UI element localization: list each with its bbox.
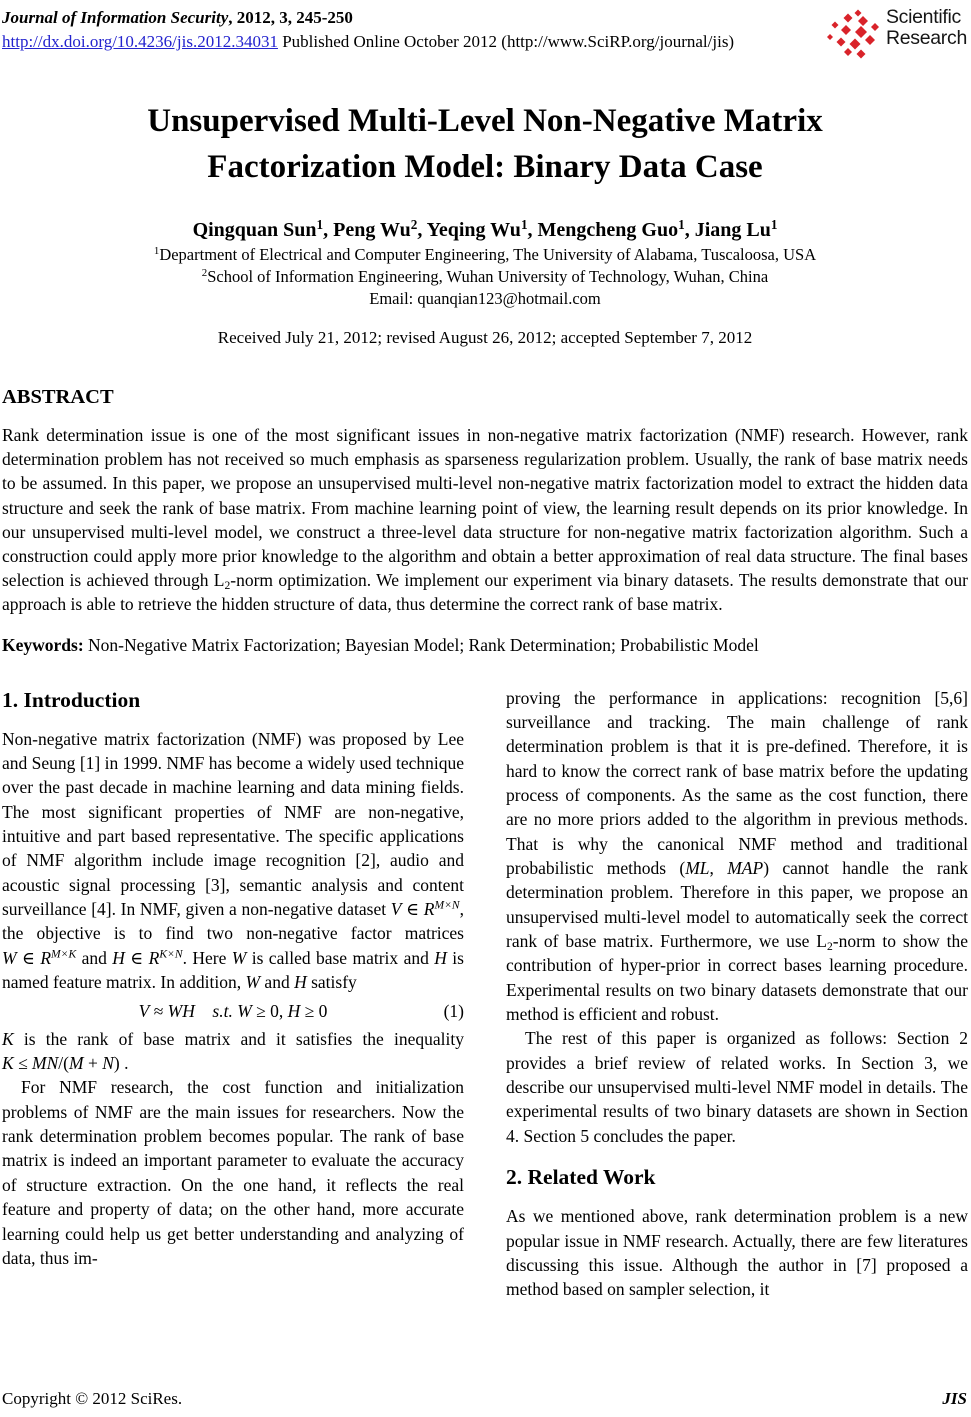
text-segment: proving the performance in applications: recognition [5,6] surveillance and tracking. The main challenge of rank determination problem is that it is pre-defined. Therefore, it is hard to know the correct rank of base matrix before the updating process of components. As the same as the cost function, there are no more priors added to the algorithm in previous methods. That is why the canonical NMF method and traditional probabilistic methods ( xyxy=(506,687,968,879)
abstract-body xyxy=(2,423,968,617)
text-segment: M xyxy=(69,1053,84,1074)
text-segment: , xyxy=(709,858,728,879)
publisher-logo-text xyxy=(886,7,967,48)
text-segment: ∈ xyxy=(124,947,149,968)
text-segment: WH xyxy=(167,1001,195,1022)
text-segment: satisfy xyxy=(306,972,357,993)
text-segment: 1 xyxy=(153,245,160,258)
text-segment: Published Online October 2012 (http://www.SciRP.org/journal/jis) xyxy=(277,32,735,51)
text-segment: s.t. xyxy=(212,1001,233,1022)
text-segment: Qingquan Sun xyxy=(192,219,317,241)
keywords-line xyxy=(2,633,968,657)
paper-title-line1: Unsupervised Multi-Level Non-Negative Matrix xyxy=(147,103,823,139)
text-segment: Non-Negative Matrix Factorization; Bayesian Model; Rank Determination; Probabilistic Model xyxy=(83,634,759,655)
text-segment: 1 xyxy=(520,216,528,232)
journal-header xyxy=(2,6,968,61)
text-segment: V xyxy=(138,1001,150,1022)
footer-journal-abbrev: JIS xyxy=(942,1389,967,1408)
footer-copyright: Copyright © 2012 SciRes. xyxy=(2,1389,183,1408)
text-segment: , Peng Wu xyxy=(323,219,411,241)
text-segment: Department of Electrical and Computer Engineering, The University of Alabama, Tuscaloosa, USA xyxy=(159,245,817,264)
text-segment: R xyxy=(423,899,435,920)
text-segment: -norm optimization. We implement our experiment via binary datasets. The results demonstrate that our approach is able to retrieve the hidden structure of data, thus determine the correct rank of base matrix. xyxy=(2,570,968,615)
text-segment: H xyxy=(294,972,307,993)
text-segment: , Mengcheng Guo xyxy=(527,219,679,241)
text-segment: N xyxy=(102,1053,114,1074)
text-segment: As we mentioned above, rank determination problem is a new popular issue in NMF research. Actually, there are few literatures discussing this issue. Although the author in [7] proposed a method based on sampler selection, it xyxy=(506,1206,968,1300)
intro-paragraph-1 xyxy=(2,727,464,995)
text-segment: K xyxy=(2,1028,14,1049)
journal-citation-line xyxy=(2,6,734,30)
column-right xyxy=(506,686,968,1302)
text-segment: is the rank of base matrix and it satisfies the inequality xyxy=(13,1028,464,1049)
text-segment: /( xyxy=(58,1053,69,1074)
text-segment: School of Information Engineering, Wuhan University of Technology, Wuhan, China xyxy=(207,267,769,286)
text-segment: 2 xyxy=(224,580,231,593)
text-segment: Non-negative matrix factorization (NMF) was proposed by Lee and Seung [1] in 1999. NMF has become a widely used technique over the past decade in machine learning and data mining fields. The most significant properties of NMF are non-negative, intuitive and part based representative. The specific applications of NMF algorithm include image recognition [2], audio and acoustic signal processing [3], semantic analysis and content surveillance [4]. In NMF, given a non-negative dataset xyxy=(2,728,464,920)
text-segment: M×K xyxy=(51,948,77,961)
right-paragraph-2 xyxy=(506,1026,968,1148)
page-footer xyxy=(2,1389,967,1409)
text-segment xyxy=(195,1001,213,1021)
scientific-research-diamonds-icon xyxy=(823,7,881,61)
text-segment: H xyxy=(112,947,125,968)
text-segment: ML xyxy=(685,858,710,879)
column-left xyxy=(2,686,464,1302)
text-segment: R xyxy=(148,947,160,968)
text-segment: 1 xyxy=(678,216,685,232)
text-segment: H xyxy=(434,947,447,968)
paper-title-line2: Factorization Model: Binary Data Case xyxy=(207,149,763,185)
text-segment: Rank determination issue is one of the most significant issues in non-negative matrix factorization (NMF) research. However, rank determination problem has not received so much emphasis as sparseness regularization problem. Usually, the rank of base matrix needs to be assumed. In this paper, we propose an unsupervised multi-level non-negative matrix factorization model to extract the hidden data structure and seek the rank of base matrix. From machine learning point of view, the learning result depends on its prior knowledge. In our unsupervised multi-level model, we construct a three-level data structure for non-negative matrix factorization algorithm. Such a construction could apply more prior knowledge to the algorithm and obtain a better approximation of real data structure. The final bases selection is achieved through L xyxy=(2,425,968,591)
text-segment: W xyxy=(231,947,247,968)
affiliation-1 xyxy=(2,244,968,266)
intro-paragraph-2 xyxy=(2,1027,464,1076)
text-segment: , Yeqing Wu xyxy=(417,219,521,241)
email-line: Email: quanqian123@hotmail.com xyxy=(369,289,601,308)
text-segment: , 2012, 3, 245-250 xyxy=(228,8,353,27)
text-segment: V xyxy=(390,899,402,920)
publisher-logo-line2: Research xyxy=(885,26,967,49)
text-segment: MAP xyxy=(727,858,764,879)
text-segment: . Here xyxy=(182,947,232,968)
text-segment: , the objective is to find two non-negative factor matrices xyxy=(2,899,464,944)
text-segment: ∈ xyxy=(16,947,41,968)
text-segment: and xyxy=(260,972,295,993)
text-segment: K xyxy=(2,1053,14,1074)
text-segment: H xyxy=(287,1001,301,1022)
text-segment: ) . xyxy=(113,1053,129,1074)
journal-doi-line xyxy=(2,30,734,54)
section-heading-related-work: 2. Related Work xyxy=(506,1165,656,1190)
text-segment: W xyxy=(237,1001,252,1022)
text-segment: W xyxy=(2,947,17,968)
two-column-body xyxy=(2,686,968,1302)
text-segment: 2 xyxy=(410,216,418,232)
text-segment: 2 xyxy=(826,940,833,953)
journal-header-text xyxy=(2,6,734,54)
text-segment: is named feature matrix. In addition, xyxy=(2,947,464,993)
text-segment: ≥ 0 xyxy=(300,1001,328,1022)
equation-1-number: (1) xyxy=(443,1001,464,1022)
text-segment: The rest of this paper is organized as follows: Section 2 provides a brief review of related works. In Section 3, we describe our unsupervised multi-level NMF model in details. The experimental results of two binary datasets are shown in Section 4. Section 5 concludes the paper. xyxy=(506,1028,968,1146)
text-segment: W xyxy=(245,972,261,993)
text-segment: Journal of Information Security xyxy=(2,8,229,27)
received-line: Received July 21, 2012; revised August 26, 2012; accepted September 7, 2012 xyxy=(217,328,753,347)
equation-1 xyxy=(2,999,464,1023)
text-segment: For NMF research, the cost function and initialization problems of NMF are the main issues for researchers. Now the rank determination problem becomes popular. The rank of base matrix is indeed an important parameter to evaluate the accuracy of structure extraction. On the one hand, it reflects the real feature and property of data; on the other hand, more accurate learning could help us get better understanding and analyzing of data, thus im- xyxy=(2,1077,464,1268)
text-segment: ≈ xyxy=(149,1001,168,1022)
text-segment: and xyxy=(76,947,113,968)
publisher-logo-line1: Scientific xyxy=(885,6,961,28)
text-segment: -norm to show the contribution of hyper-prior in correct bases learning procedure. Experimental results on two binary datasets demonstrate that our method is efficient and robust. xyxy=(506,931,968,1025)
right-paragraph-1 xyxy=(506,686,968,1027)
abstract-heading: ABSTRACT xyxy=(2,386,114,408)
text-segment: M×N xyxy=(434,899,460,912)
authors-line xyxy=(2,217,968,244)
text-segment: 1 xyxy=(770,216,778,232)
text-segment: R xyxy=(40,947,52,968)
affiliation-2 xyxy=(2,266,968,288)
related-paragraph-1 xyxy=(506,1204,968,1301)
text-segment: ≤ xyxy=(13,1053,33,1074)
text-segment: , Jiang Lu xyxy=(684,219,771,241)
equation-1-formula xyxy=(139,1001,328,1021)
text-segment: 2 xyxy=(201,267,208,280)
text-segment: ≥ 0, xyxy=(251,1001,288,1022)
section-heading-introduction: 1. Introduction xyxy=(2,687,141,712)
text-segment: 1 xyxy=(316,216,324,232)
doi-link[interactable]: http://dx.doi.org/10.4236/jis.2012.34031 xyxy=(2,32,278,51)
text-segment: ∈ xyxy=(401,899,424,920)
text-segment: K×N xyxy=(159,948,183,961)
text-segment: is called base matrix and xyxy=(246,947,435,968)
text-segment: Keywords: xyxy=(2,634,84,655)
publisher-logo xyxy=(823,6,968,61)
text-segment: + xyxy=(83,1053,103,1074)
intro-paragraph-3 xyxy=(2,1075,464,1270)
text-segment: ) cannot handle the rank determination problem. Therefore in this paper, we propose an unsupervised multi-level model to automatically seek the correct rank of base matrix. Furthermore, we use L xyxy=(506,858,968,952)
paper-title xyxy=(2,98,968,190)
text-segment: MN xyxy=(32,1053,59,1074)
